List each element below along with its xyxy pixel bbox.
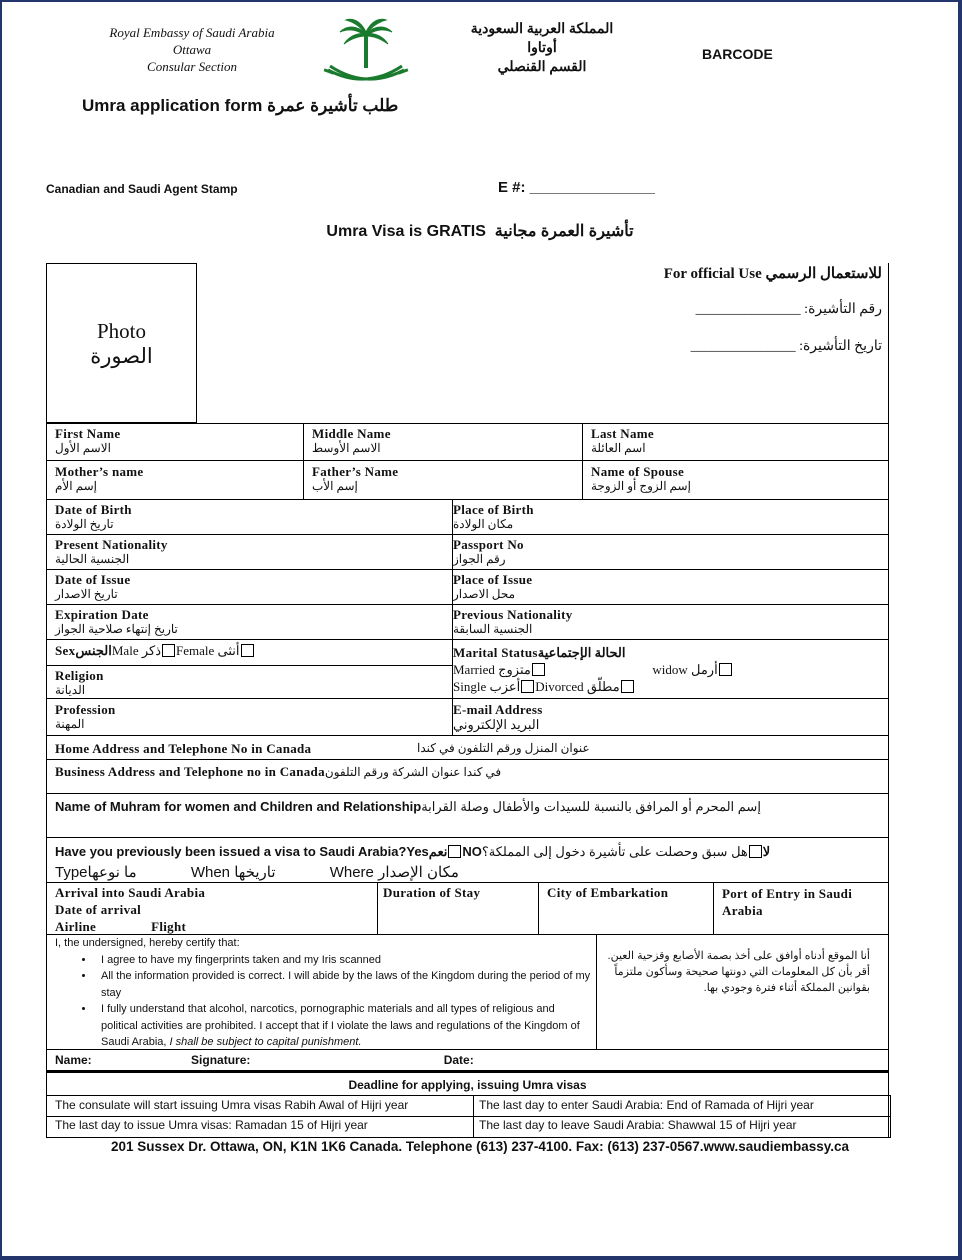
gratis-ar: تأشيرة العمرة مجانية — [494, 223, 634, 240]
agent-stamp-label: Canadian and Saudi Agent Stamp — [46, 182, 238, 196]
duration-field[interactable]: Duration of Stay — [383, 885, 481, 900]
home-address-field[interactable]: Home Address and Telephone No in Canada عنوان المنزل ورقم التلفون في كندا — [55, 741, 590, 756]
saudi-emblem-icon — [320, 16, 412, 90]
deadline-table — [46, 1095, 891, 1138]
form-title-ar: طلب تأشيرة عمرة — [267, 96, 399, 115]
last-name-field[interactable]: Last Name اسم العائلة — [591, 426, 654, 455]
mother-name-field[interactable]: Mother’s name إسم الأم — [55, 464, 144, 493]
profession-field[interactable]: Profession المهنة — [55, 702, 116, 731]
deadline-cell: The consulate will start issuing Umra visas Rabih Awal of Hijri year — [55, 1098, 409, 1112]
e-number-field[interactable]: E #: _______________ — [498, 179, 655, 196]
certification-en: I, the undersigned, hereby certify that: • I agree to have my fingerprints taken and my Iris scanned • All the information provided is correct. I will abide by the laws of the Kingdom during the period of my stay • I fully understand that alcohol, narcotics, pornographic materials and all types of religious and political activities are prohibited. I accept that if I violate the laws and regulations of the Kingdom of Saudi Arabia, I shall be subject to capital punishment. — [55, 935, 593, 1051]
issue-date-field[interactable]: Date of Issue تاريخ الاصدار — [55, 572, 131, 601]
application-page — [2, 2, 958, 1256]
certification-ar: أنا الموقع أدناه أوافق على أخذ بصمة الأصابع وقزحية العين. أقر بأن كل المعلومات التي دونتها صحيحة وسأكون ملتزماً بقوانين المملكة أثناء فترة وجودي بها. — [607, 950, 870, 994]
name-signature-date-row[interactable]: Name: Signature: Date: — [55, 1053, 474, 1067]
previous-visa-details[interactable]: Typeما نوعها When تاريخها Where مكان الإصدار — [55, 864, 459, 881]
embarkation-field[interactable]: City of Embarkation — [547, 885, 669, 900]
barcode-label: BARCODE — [702, 46, 773, 62]
dob-field[interactable]: Date of Birth تاريخ الولادة — [55, 502, 132, 531]
email-field[interactable]: E-mail Address البريد الإلكتروني — [453, 702, 543, 732]
yes-checkbox[interactable] — [448, 845, 461, 858]
issue-place-field[interactable]: Place of Issue محل الاصدار — [453, 572, 533, 601]
divorced-checkbox[interactable] — [621, 680, 634, 693]
no-checkbox[interactable] — [749, 845, 762, 858]
single-checkbox[interactable] — [521, 680, 534, 693]
middle-name-field[interactable]: Middle Name الاسم الأوسط — [312, 426, 391, 455]
photo-label-ar: الصورة — [90, 344, 153, 368]
embassy-name-en: Royal Embassy of Saudi Arabia Ottawa Consular Section — [109, 25, 275, 74]
spouse-name-field[interactable]: Name of Spouse إسم الزوج أو الزوجة — [591, 464, 691, 493]
passport-field[interactable]: Passport No رقم الجواز — [453, 537, 524, 566]
footer-address: 201 Sussex Dr. Ottawa, ON, K1N 1K6 Canada. Telephone (613) 237-4100. Fax: (613) 237-0567.www.saudiembassy.ca — [110, 1139, 850, 1154]
muhram-field[interactable]: Name of Muhram for women and Children and Relationshipإسم المحرم أو المرافق بالنسبة للسيدات والأطفال وصلة القرابة — [55, 799, 761, 814]
marital-status-field: Marital Statusالحالة الإجتماعية Married متزوج widow أرمل Single أعزب Divorced مطلّق — [453, 645, 733, 694]
first-name-field[interactable]: First Name الاسم الأول — [55, 426, 121, 455]
deadline-cell: The last day to leave Saudi Arabia: Shawwal 15 of Hijri year — [479, 1118, 797, 1132]
form-title-en: Umra application form — [82, 96, 263, 115]
arrival-field[interactable]: Arrival into Saudi Arabia Date of arrival Airline Flight — [55, 885, 206, 934]
male-checkbox[interactable] — [162, 644, 175, 657]
nationality-field[interactable]: Present Nationality الجنسية الحالية — [55, 537, 168, 566]
female-checkbox[interactable] — [241, 644, 254, 657]
father-name-field[interactable]: Father’s Name إسم الأب — [312, 464, 399, 493]
widow-checkbox[interactable] — [719, 663, 732, 676]
form-title — [82, 96, 398, 116]
visa-number-field[interactable]: _______________ :رقم التأشيرة — [695, 302, 882, 317]
photo-box[interactable] — [46, 263, 197, 423]
embassy-name-ar: المملكة العربية السعودية أوتاوا القسم القنصلي — [470, 20, 614, 74]
religion-field[interactable]: Religion الديانة — [55, 668, 104, 697]
official-use-title: For official Use للاستعمال الرسمي — [663, 266, 882, 282]
gratis-notice — [2, 221, 958, 241]
married-checkbox[interactable] — [532, 663, 545, 676]
business-address-field[interactable]: Business Address and Telephone no in Canadaفي كندا عنوان الشركة ورقم التلفون — [55, 764, 502, 779]
gratis-en: Umra Visa is GRATIS — [326, 223, 486, 240]
deadline-cell: The last day to enter Saudi Arabia: End of Ramada of Hijri year — [479, 1098, 814, 1112]
deadline-title: Deadline for applying, issuing Umra visas — [348, 1078, 587, 1092]
official-use-section — [202, 264, 882, 355]
photo-label-en: Photo — [96, 319, 146, 343]
expiry-field[interactable]: Expiration Date تاريخ إنتهاء صلاحية الجواز — [55, 607, 178, 636]
deadline-cell: The last day to issue Umra visas: Ramadan 15 of Hijri year — [55, 1118, 368, 1132]
sex-field: SexالجنسMale ذكر Female أنثى — [55, 643, 255, 658]
previous-visa-question: Have you previously been issued a visa to Saudi Arabia?Yesنعم NOلاهل سبق وحصلت على تأشيرة دخول إلى المملكة؟ — [55, 844, 771, 859]
pob-field[interactable]: Place of Birth مكان الولادة — [453, 502, 534, 531]
visa-date-field[interactable]: _______________ :تاريخ التأشيرة — [690, 339, 882, 354]
prev-nationality-field[interactable]: Previous Nationality الجنسية السابقة — [453, 607, 573, 636]
port-of-entry-field[interactable]: Port of Entry in Saudi Arabia — [722, 886, 853, 918]
